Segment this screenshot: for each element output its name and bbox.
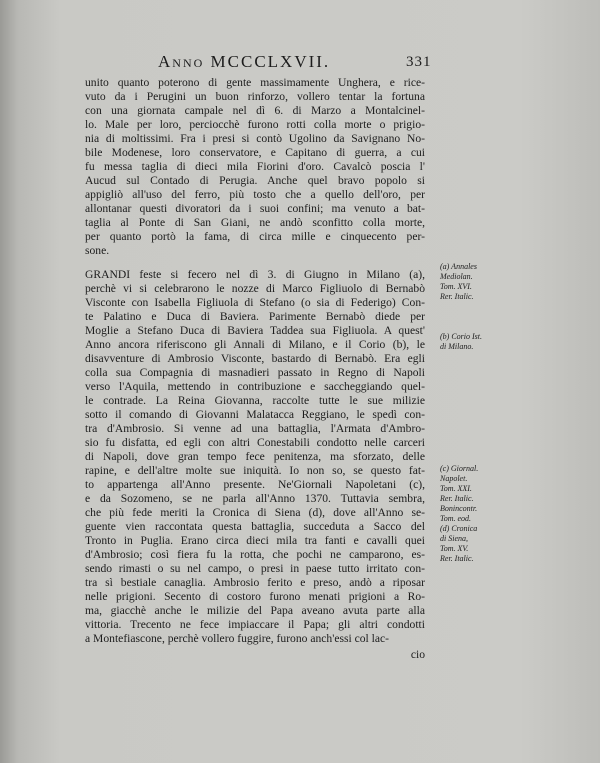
- text-line: Moglie a Stefano Duca di Baviera Taddea sua Figliuola. A quest': [85, 324, 425, 337]
- text-line: (a) Annales: [440, 262, 477, 271]
- text-line: perchè vi si celebrarono le nozze di Marco Figliuolo di Bernabò: [85, 282, 425, 295]
- text-line: to appartenga all'Anno presente. Ne'Giornali Napoletani (c),: [85, 478, 425, 491]
- text-line: (c) Giornal.: [440, 464, 479, 473]
- margin-note-a: [440, 262, 590, 302]
- margin-note-c: [440, 464, 590, 564]
- header-year: MCCCLXVII.: [210, 52, 331, 71]
- text-line: unito quanto poterono di gente massimamente Unghera, e rice-: [85, 76, 425, 89]
- text-line: Anno ancora riferiscono gli Annali di Milano, e il Corio (b), le: [85, 338, 425, 351]
- text-line: colla sua Compagnia di masnadieri passato in Regno di Napoli: [85, 366, 425, 379]
- text-line: Bonincontr.: [440, 504, 478, 513]
- text-line: Rer. Italic.: [440, 554, 474, 563]
- text-line: Mediolan.: [440, 272, 473, 281]
- text-line: bile Modenese, loro conservatore, e Capitano di guerra, a cui: [85, 146, 425, 159]
- text-line: nelle prigioni. Secento di costoro furono menati prigioni a Ro-: [85, 590, 425, 603]
- text-line: sone.: [85, 244, 110, 257]
- text-line: fu messa taglia di dieci mila Fiorini d'oro. Cavalcò poscia l': [85, 160, 425, 173]
- paragraph-1: [85, 76, 425, 258]
- text-line: a Montefiascone, perchè vollero fuggire, furono anch'essi col lac-: [85, 632, 390, 645]
- text-line: Tronto in Puglia. Erano circa dieci mila tra fanti e cavalli quei: [85, 534, 425, 547]
- text-line: tra sì bestiale canaglia. Ambrosio ferito e preso, andò a riposar: [85, 576, 425, 589]
- body-text: [85, 76, 425, 662]
- text-line: Rer. Italic.: [440, 292, 474, 301]
- header-word: NNO: [172, 56, 205, 70]
- text-line: sio fu disfatta, ed egli con altri Conestabili condotto nelle carceri: [85, 436, 425, 449]
- text-line: ma, giacchè anche le milizie del Papa aveano avuta parte alla: [85, 604, 425, 617]
- text-line: te Palatino e Duca di Baviera. Parimente Bernabò diede per: [85, 310, 425, 323]
- text-line: di Milano.: [440, 342, 474, 351]
- text-line: guente vien raccontata questa battaglia, succeduta a Sacco del: [85, 520, 425, 533]
- margin-note-b: [440, 332, 590, 352]
- text-line: Tom. XV.: [440, 544, 469, 553]
- text-line: Tom. XVI.: [440, 282, 472, 291]
- text-line: (b) Corio Ist.: [440, 332, 482, 341]
- text-line: di Siena,: [440, 534, 468, 543]
- text-line: Aucud sul Contado di Perugia. Anche quel bravo popolo si: [85, 174, 425, 187]
- text-line: Napolet.: [440, 474, 468, 483]
- running-header: [158, 52, 330, 72]
- text-line: taglia al Ponte di San Giani, ne andò sconfitto colla morte,: [85, 216, 425, 229]
- page-number: 331: [406, 54, 432, 70]
- text-line: tra d'Ambrosio. Si venne ad una battaglia, l'Armata d'Ambro-: [85, 422, 425, 435]
- text-line: per quanto portò la fama, di circa mille e cinquecento per-: [85, 230, 425, 243]
- catchword: cio: [410, 648, 425, 661]
- text-line: le contrade. La Reina Giovanna, raccolte tutte le sue milizie: [85, 394, 425, 407]
- text-line: con una giornata campale nel dì 6. di Marzo a Montalcinel-: [85, 104, 425, 117]
- text-line: sendo rimasti o su nel campo, o presi in paese tutto irritato con-: [85, 562, 425, 575]
- text-line: Rer. Italic.: [440, 494, 474, 503]
- text-line: sotto il comando di Giovanni Malatacca Reggiano, le spedì con-: [85, 408, 425, 421]
- text-line: Visconte con Isabella Figliuola di Stefano (o sia di Federigo) Con-: [85, 296, 425, 309]
- text-line: lo. Male per loro, perciocchè furono rotti colla morte o prigio-: [85, 118, 425, 131]
- text-line: che più fede meriti la Cronica di Siena (d), dove all'Anno se-: [85, 506, 425, 519]
- text-line: Tom. eod.: [440, 514, 472, 523]
- text-line: Tom. XXI.: [440, 484, 472, 493]
- text-line: e da Sozomeno, se ne parla all'Anno 1370. Tuttavia sembra,: [85, 492, 425, 505]
- text-line: disavventure di Ambrosio Visconte, bastardo di Bernabò. Era egli: [85, 352, 425, 365]
- text-line: verso l'Aquila, mettendo in contribuzione e saccheggiando quel-: [85, 380, 425, 393]
- text-line: di Napoli, dove gran tempo fece penitenza, ma sforzato, delle: [85, 450, 425, 463]
- text-line: vuto da i Perugini un buon rinforzo, vollero tentar la fortuna: [85, 90, 425, 103]
- text-line: nia di moltissimi. Fra i presi si contò Ugolino da Savignano No-: [85, 132, 425, 145]
- header-initial: A: [158, 52, 173, 71]
- text-line: allontanar questi divoratori da i suoi confini; ma venuto a bat-: [85, 202, 425, 215]
- text-line: appigliò all'uso del ferro, più tosto che a quello dell'oro, per: [85, 188, 425, 201]
- text-line: GRANDI feste si fecero nel dì 3. di Giugno in Milano (a),: [85, 268, 425, 281]
- paragraph-2: [85, 268, 425, 646]
- text-line: d'Ambrosio; così fiera fu la rotta, che pochi ne camparono, es-: [85, 548, 425, 561]
- text-line: vittoria. Trecento ne fece impiaccare il Papa; gli altri condotti: [85, 618, 425, 631]
- text-line: rapine, e dell'altre molte sue iniquità. Io non so, se questo fat-: [85, 464, 425, 477]
- text-line: (d) Cronica: [440, 524, 478, 533]
